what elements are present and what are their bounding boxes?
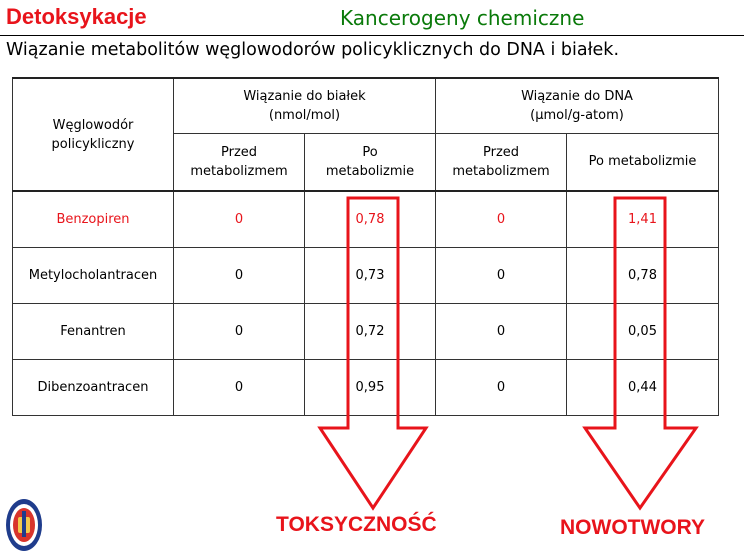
dna-after-value: 0,05 bbox=[567, 303, 719, 359]
protein-after-header bbox=[305, 133, 436, 191]
dna-after-label: Po metabolizmie bbox=[588, 154, 697, 170]
protein-before-value: 0 bbox=[174, 359, 305, 415]
protein-before-value: 0 bbox=[174, 247, 305, 303]
dna-before-line1: Przed bbox=[482, 144, 520, 160]
protein-after-value: 0,95 bbox=[305, 359, 436, 415]
protein-before-line1: Przed bbox=[220, 144, 258, 160]
toxicity-label: TOKSYCZNOŚĆ bbox=[276, 513, 437, 536]
protein-after-value: 0,72 bbox=[305, 303, 436, 359]
table-row bbox=[13, 191, 719, 247]
row-header-line2: policykliczny bbox=[51, 136, 135, 152]
protein-group-unit: (nmol/mol) bbox=[268, 107, 341, 123]
compound-name: Fenantren bbox=[13, 303, 174, 359]
compound-name: Dibenzoantracen bbox=[13, 359, 174, 415]
dna-before-value: 0 bbox=[436, 303, 567, 359]
protein-after-line1: Po bbox=[362, 144, 378, 160]
header-divider bbox=[0, 35, 744, 36]
row-header-line1: Węglowodór bbox=[52, 117, 134, 133]
table-row bbox=[13, 359, 719, 415]
protein-before-header bbox=[174, 133, 305, 191]
compound-name: Metylocholantracen bbox=[13, 247, 174, 303]
topic-title: Kancerogeny chemiczne bbox=[340, 6, 585, 30]
dna-before-header bbox=[436, 133, 567, 191]
binding-table bbox=[12, 77, 719, 416]
protein-before-value: 0 bbox=[174, 191, 305, 247]
table-row bbox=[13, 303, 719, 359]
protein-before-line2: metabolizmem bbox=[190, 163, 288, 179]
cancer-label: NOWOTWORY bbox=[560, 516, 706, 539]
dna-before-value: 0 bbox=[436, 359, 567, 415]
compound-name: Benzopiren bbox=[13, 191, 174, 247]
table-row bbox=[13, 247, 719, 303]
dna-after-header bbox=[567, 133, 719, 191]
dna-after-value: 0,44 bbox=[567, 359, 719, 415]
protein-group-header bbox=[174, 78, 436, 133]
dna-after-value: 1,41 bbox=[567, 191, 719, 247]
protein-after-line2: metabolizmie bbox=[325, 163, 415, 179]
dna-before-line2: metabolizmem bbox=[452, 163, 550, 179]
protein-after-value: 0,73 bbox=[305, 247, 436, 303]
protein-before-value: 0 bbox=[174, 303, 305, 359]
row-header-cell bbox=[13, 78, 174, 191]
university-seal-logo-icon bbox=[4, 497, 44, 553]
dna-group-unit: (µmol/g-atom) bbox=[530, 107, 624, 123]
dna-before-value: 0 bbox=[436, 191, 567, 247]
dna-after-value: 0,78 bbox=[567, 247, 719, 303]
dna-before-value: 0 bbox=[436, 247, 567, 303]
protein-group-title: Wiązanie do białek bbox=[243, 88, 366, 104]
dna-group-title: Wiązanie do DNA bbox=[521, 88, 633, 104]
dna-group-header bbox=[436, 78, 719, 133]
protein-after-value: 0,78 bbox=[305, 191, 436, 247]
slide-subtitle: Wiązanie metabolitów węglowodorów policyklicznych do DNA i białek. bbox=[6, 40, 620, 60]
page-title: Detoksykacje bbox=[6, 4, 147, 29]
